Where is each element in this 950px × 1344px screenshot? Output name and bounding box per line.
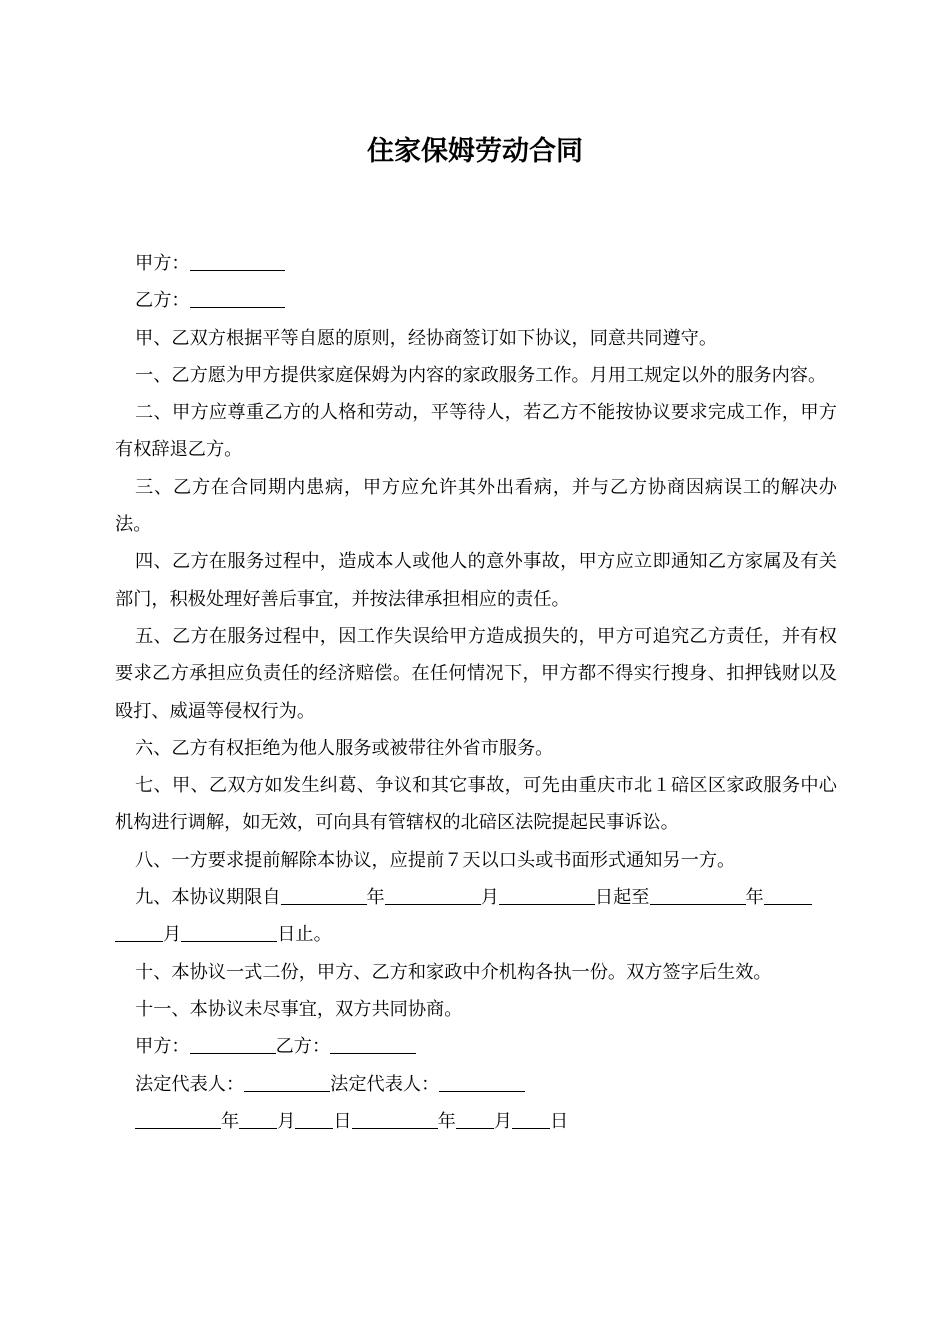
- signature-reps-line: [115, 1066, 837, 1103]
- start-day-blank: [499, 886, 595, 905]
- clause-1: 一、乙方愿为甲方提供家庭保姆为内容的家政服务工作。月用工规定以外的服务内容。: [135, 364, 827, 386]
- date-a-month-blank: [239, 1110, 277, 1129]
- date-a-year-blank: [135, 1110, 221, 1129]
- clause-6: 六、乙方有权拒绝为他人服务或被带往外省市服务。: [135, 737, 554, 759]
- clause-10: 十、本协议一式二份，甲方、乙方和家政中介机构各执一份。双方签字后生效。: [135, 961, 772, 983]
- start-year-blank: [281, 886, 367, 905]
- date-b-month: 月: [493, 1110, 513, 1132]
- sign-rep-a-blank: [244, 1072, 330, 1091]
- sign-rep-b-label: 法定代表人：: [330, 1073, 440, 1095]
- clause-9-day-end: 日止。: [277, 924, 332, 946]
- clause-7: 七、甲、乙双方如发生纠葛、争议和其它事故，可先由重庆市北１碚区区家政服务中心机构进行调解，如无效，可向具有管辖权的北碚区法院提起民事诉讼。: [115, 775, 837, 834]
- clause-9-month: 月: [480, 887, 499, 909]
- date-b-month-blank: [456, 1110, 494, 1129]
- clause-8: 八、一方要求提前解除本协议，应提前７天以口头或书面形式通知另一方。: [135, 849, 736, 871]
- sign-party-a-blank: [190, 1035, 276, 1054]
- date-a-day-blank: [295, 1110, 333, 1129]
- sign-party-b-label: 乙方：: [275, 1036, 331, 1058]
- end-month-blank-a: [764, 886, 812, 905]
- clause-9-line-1: [115, 879, 837, 916]
- date-a-day: 日: [333, 1110, 352, 1132]
- end-month-blank-b: [115, 923, 163, 942]
- clause-5: 五、乙方在服务过程中，因工作失误给甲方造成损失的，甲方可追究乙方责任，并有权要求乙方承担应负责任的经济赔偿。在任何情况下，甲方都不得实行搜身、扣押钱财以及殴打、威逼等侵权行为。: [115, 625, 837, 722]
- date-b-year-blank: [352, 1110, 438, 1129]
- party-b-label: 乙方：: [135, 290, 190, 312]
- party-a-blank: [190, 252, 285, 271]
- signature-dates-line: [115, 1103, 837, 1140]
- sign-party-b-blank: [330, 1035, 416, 1054]
- sign-party-a-label: 甲方：: [135, 1036, 190, 1058]
- clause-3: 三、乙方在合同期内患病，甲方应允许其外出看病，并与乙方协商因病误工的解决办法。: [115, 476, 837, 536]
- document-title: 住家保姆劳动合同: [367, 136, 583, 167]
- date-b-day: 日: [550, 1110, 569, 1132]
- clause-9-year-2: 年: [745, 887, 764, 909]
- end-year-blank: [650, 886, 746, 905]
- clause-9-day-from: 日起至: [594, 887, 650, 909]
- signature-parties-line: [115, 1028, 837, 1065]
- date-a-month: 月: [277, 1110, 296, 1132]
- contract-body: [115, 245, 837, 1140]
- clause-4: 四、乙方在服务过程中，造成本人或他人的意外事故，甲方应立即通知乙方家属及有关部门，积极处理好善后事宜，并按法律承担相应的责任。: [115, 551, 837, 610]
- clause-9-year: 年: [366, 887, 385, 909]
- party-b-line: [115, 282, 837, 319]
- party-a-line: [115, 245, 837, 282]
- end-day-blank: [181, 923, 277, 942]
- date-a-year: 年: [221, 1110, 240, 1132]
- start-month-blank: [385, 886, 481, 905]
- date-b-year: 年: [437, 1110, 456, 1132]
- intro-paragraph: 甲、乙双方根据平等自愿的原则，经协商签订如下协议，同意共同遵守。: [135, 327, 718, 349]
- sign-rep-b-blank: [439, 1072, 525, 1091]
- clause-2: 二、甲方应尊重乙方的人格和劳动，平等待人，若乙方不能按协议要求完成工作，甲方有权辞退乙方。: [115, 402, 837, 461]
- sign-rep-a-label: 法定代表人：: [135, 1073, 245, 1095]
- date-b-day-blank: [512, 1110, 550, 1129]
- clause-11: 十一、本协议未尽事宜，双方共同协商。: [135, 998, 463, 1020]
- party-b-blank: [190, 289, 285, 308]
- party-a-label: 甲方：: [135, 253, 190, 274]
- clause-9-prefix: 九、本协议期限自: [135, 887, 281, 909]
- clause-9-line-2: [115, 916, 837, 953]
- clause-9-month-2: 月: [163, 924, 182, 946]
